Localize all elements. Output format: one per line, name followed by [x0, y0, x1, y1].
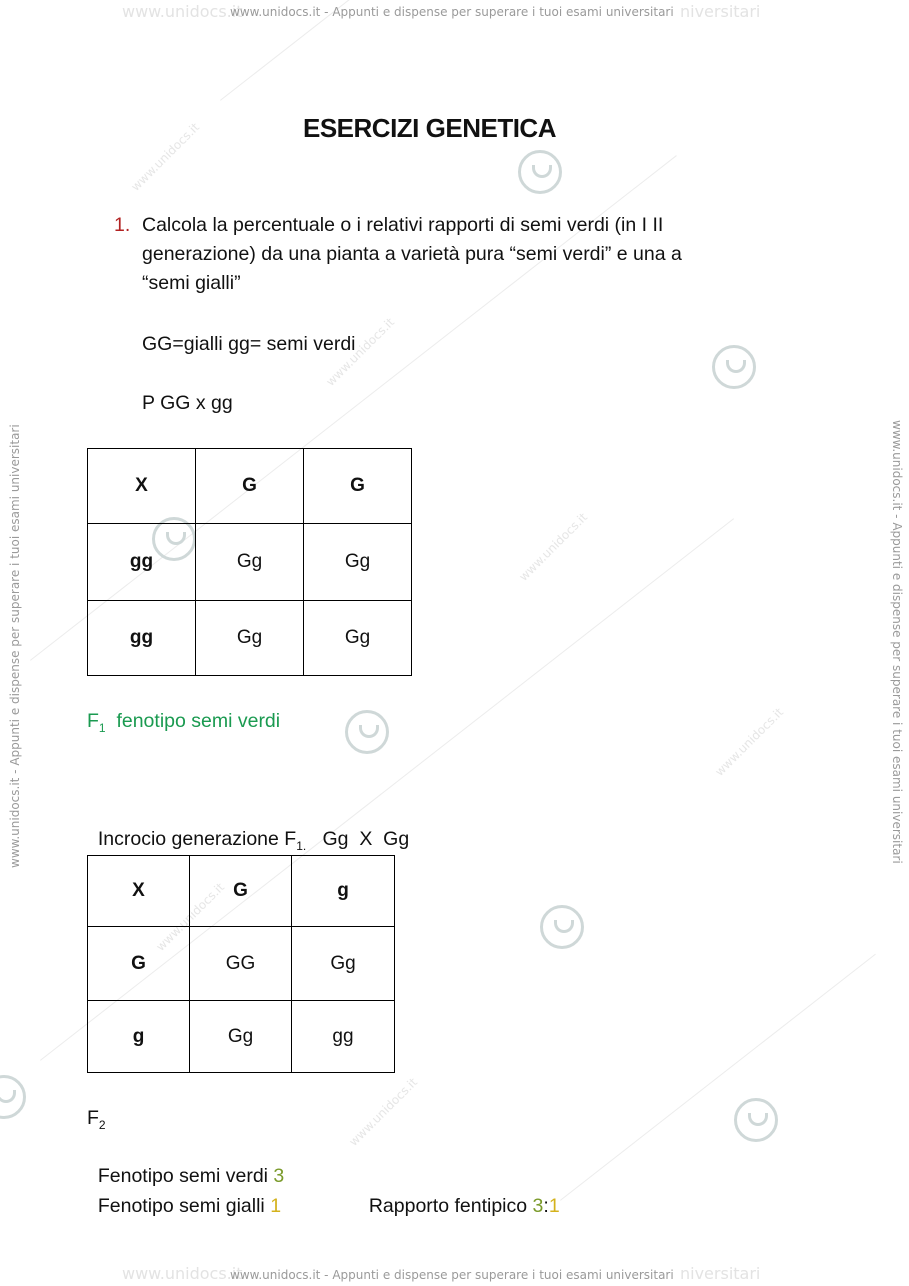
cross-suffix: Gg X Gg [306, 828, 410, 850]
punnett-cell: Gg [292, 927, 395, 1001]
punnett-square-f1 [87, 448, 412, 676]
faint-header-site: www.unidocs.it [122, 2, 243, 21]
punnett-cell: Gg [304, 524, 412, 601]
f1-phenotype [87, 707, 280, 743]
f2-label: F [87, 1107, 99, 1129]
watermark-site-diagonal: www.unidocs.it [712, 705, 787, 779]
cross-subscript: 1. [296, 838, 307, 853]
punnett-cell: G [190, 856, 292, 927]
ratio-green-value: 3 [532, 1195, 544, 1217]
faint-header-tail: niversitari [680, 2, 761, 21]
question-line-1: Calcola la percentuale o i relativi rapporti di semi verdi (in I II [142, 214, 664, 236]
question-number: 1. [114, 214, 131, 236]
punnett-cell: g [292, 856, 395, 927]
watermark-logo-icon [0, 1075, 26, 1119]
watermark-logo-icon [345, 710, 389, 754]
punnett-cell: G [196, 449, 304, 524]
punnett-cell: Gg [196, 524, 304, 601]
green-phenotype-value: 3 [273, 1165, 285, 1187]
watermark-site-diagonal: www.unidocs.it [323, 315, 398, 389]
watermark-site-diagonal: www.unidocs.it [346, 1075, 421, 1149]
phenotypic-ratio-line [358, 1163, 560, 1221]
f2-subscript: 2 [98, 1117, 106, 1132]
punnett-cell: GG [190, 927, 292, 1001]
watermark-logo-icon [518, 150, 562, 194]
f1-text: fenotipo semi verdi [105, 710, 281, 732]
watermark-left-side: www.unidocs.it - Appunti e dispense per superare i tuoi esami universitari [8, 424, 22, 868]
faint-footer-site: www.unidocs.it [122, 1264, 243, 1283]
punnett-cell: gg [292, 1001, 395, 1073]
yellow-phenotype-value: 1 [270, 1195, 282, 1217]
ratio-separator: : [543, 1195, 549, 1217]
punnett-square-f2 [87, 855, 395, 1073]
f1-label: F [87, 710, 99, 732]
watermark-logo-icon [712, 345, 756, 389]
f1-subscript: 1 [98, 720, 106, 735]
cross-prefix: Incrocio generazione F [97, 828, 297, 850]
punnett-cell: G [304, 449, 412, 524]
punnett-cell: Gg [190, 1001, 292, 1073]
question-line-3: “semi gialli” [142, 272, 241, 294]
genotype-legend: GG=gialli gg= semi verdi [142, 333, 356, 355]
watermark-right-side: www.unidocs.it - Appunti e dispense per superare i tuoi esami universitari [890, 420, 904, 864]
punnett-cell: G [88, 927, 190, 1001]
watermark-site-diagonal: www.unidocs.it [128, 120, 203, 194]
punnett-cell: X [88, 856, 190, 927]
watermark-header: www.unidocs.it - Appunti e dispense per superare i tuoi esami universitari [230, 5, 674, 19]
punnett-cell: g [88, 1001, 190, 1073]
question-line-2: generazione) da una pianta a varietà pura “semi verdi” e una a [142, 243, 682, 265]
punnett-cell: gg [88, 601, 196, 676]
watermark-logo-icon [734, 1098, 778, 1142]
watermark-site-diagonal: www.unidocs.it [153, 880, 228, 954]
green-phenotype-label: Fenotipo semi verdi [97, 1165, 274, 1187]
watermark-logo-icon [540, 905, 584, 949]
watermark-site-diagonal: www.unidocs.it [516, 510, 591, 584]
page-title: ESERCIZI GENETICA [303, 113, 556, 143]
watermark-footer: www.unidocs.it - Appunti e dispense per superare i tuoi esami universitari [230, 1268, 674, 1282]
punnett-cell: Gg [304, 601, 412, 676]
punnett-cell: gg [88, 524, 196, 601]
faint-footer-tail: niversitari [680, 1264, 761, 1283]
parental-cross: P GG x gg [142, 392, 233, 414]
ratio-yellow-value: 1 [548, 1195, 560, 1217]
yellow-phenotype-line [87, 1163, 281, 1221]
punnett-cell: X [88, 449, 196, 524]
yellow-phenotype-label: Fenotipo semi gialli [97, 1195, 271, 1217]
f1-cross [87, 796, 409, 861]
punnett-cell: Gg [196, 601, 304, 676]
ratio-label: Rapporto fentipico [368, 1195, 533, 1217]
